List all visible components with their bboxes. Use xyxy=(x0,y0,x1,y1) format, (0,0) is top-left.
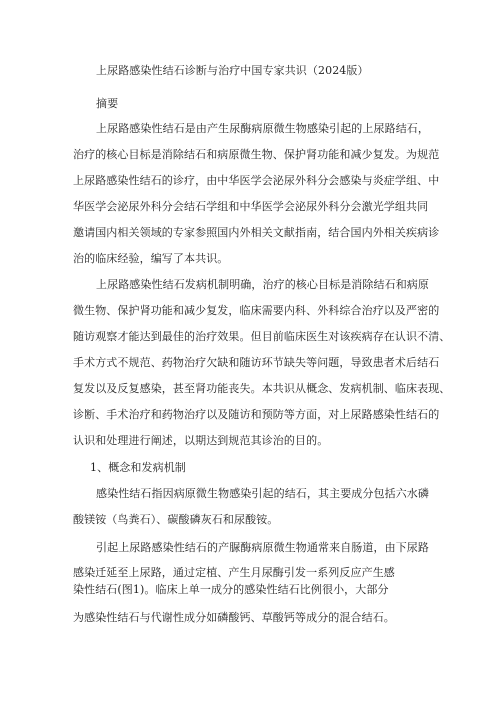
section1-para2-line: 感染迁延至上尿路，通过定植、产生月尿酶引发一系列反应产生感 xyxy=(73,566,395,579)
abstract-line: 邀请国内相关领域的专家参照国内外相关文献指南，结合国内外相关疾病诊 xyxy=(73,226,440,239)
abstract-line: 上尿路感染性结石的诊疗，由中华医学会泌尿外科分会感染与炎症学组、中 xyxy=(73,174,440,187)
section1-para1-line: 酸镁铵（鸟粪石）、碳酸磷灰石和尿酸铵。 xyxy=(73,513,279,526)
abstract-line: 华医学会泌尿外科分会结石学组和中华医学会泌尿外科分会激光学组共同 xyxy=(73,200,429,213)
intro-line: 复发以及反复感染，甚至肾功能丧失。本共识从概念、发病机制、临床表现、 xyxy=(73,382,451,395)
abstract-line: 治疗的核心目标是消除结石和病原微生物、保护肾功能和减少复发。为规范 xyxy=(73,148,440,161)
abstract-line: 治的临床经验，编写了本共识。 xyxy=(73,252,229,265)
intro-line: 诊断、手术治疗和药物治疗以及随访和预防等方面，对上尿路感染性结石的 xyxy=(73,408,440,421)
section1-para2-line: 引起上尿路感染性结石的产脲酶病原微生物通常来自肠道，由下尿路 xyxy=(96,541,429,554)
section1-para2-line: 染性结石(图1)。临床上单一成分的感染性结石比例很小，大部分 xyxy=(73,583,389,596)
section1-para2-line: 为感染性结石与代谢性成分如磷酸钙、草酸钙等成分的混合结石。 xyxy=(73,611,395,624)
intro-line: 微生物、保护肾功能和减少复发，临床需要内科、外科综合治疗以及严密的 xyxy=(73,304,440,317)
abstract-line: 上尿路感染性结石是由产生尿酶病原微生物感染引起的上尿路结石， xyxy=(96,122,429,135)
intro-line: 随访观察才能达到最佳的治疗效果。但目前临床医生对该疾病存在认识不清、 xyxy=(73,330,451,343)
section1-para1-line: 感染性结石指因病原微生物感染引起的结石，其主要成分包括六水磷 xyxy=(96,487,429,500)
intro-line: 上尿路感染性结石发病机制明确，治疗的核心目标是消除结石和病原 xyxy=(96,278,429,291)
section-heading: 1、概念和发病机制 xyxy=(90,461,186,474)
intro-line: 认识和处理进行阐述，以期达到规范其诊治的目的。 xyxy=(73,434,329,447)
abstract-heading: 摘要 xyxy=(96,97,119,110)
intro-line: 手术方式不规范、药物治疗欠缺和随访环节缺失等问题，导致患者术后结石 xyxy=(73,356,440,369)
document-title: 上尿路感染性结石诊断与治疗中国专家共识（2024版） xyxy=(96,64,369,77)
